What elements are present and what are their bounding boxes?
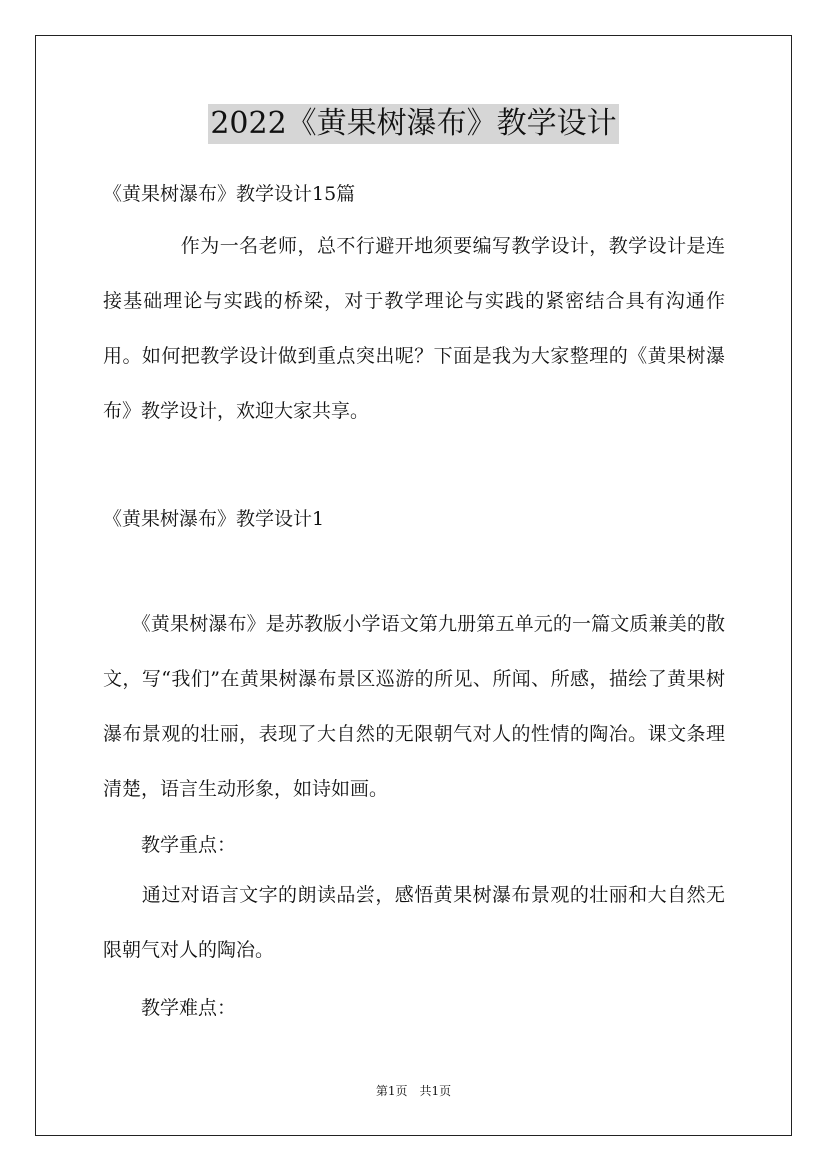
body-paragraph: 《黄果树瀑布》是苏教版小学语文第九册第五单元的一篇文质兼美的散文，写“我们”在黄果树瀑布景区巡游的所见、所闻、所感，描绘了黄果树瀑布景观的壮丽，表现了大自然的无限朝气对人的性情的陶冶。课文条理清楚，语言生动形象，如诗如画。	[103, 613, 725, 800]
key-points-text: 通过对语言文字的朗读品尝，感悟黄果树瀑布景观的壮丽和大自然无限朝气对人的陶冶。	[103, 884, 725, 961]
page-footer: 第1页 共1页	[375, 1084, 452, 1098]
section-heading: 《黄果树瀑布》教学设计1	[103, 508, 325, 530]
key-points-label: 教学重点：	[103, 834, 237, 856]
document-subtitle: 《黄果树瀑布》教学设计15篇	[103, 183, 356, 205]
title-container	[0, 104, 827, 144]
document-title: 2022《黄果树瀑布》教学设计	[208, 104, 618, 144]
difficulty-label: 教学难点：	[103, 997, 237, 1019]
intro-paragraph: 作为一名老师，总不行避开地须要编写教学设计，教学设计是连接基础理论与实践的桥梁，对于教学理论与实践的紧密结合具有沟通作用。如何把教学设计做到重点突出呢？下面是我为大家整理的《黄果树瀑布》教学设计，欢迎大家共享。	[103, 235, 725, 422]
